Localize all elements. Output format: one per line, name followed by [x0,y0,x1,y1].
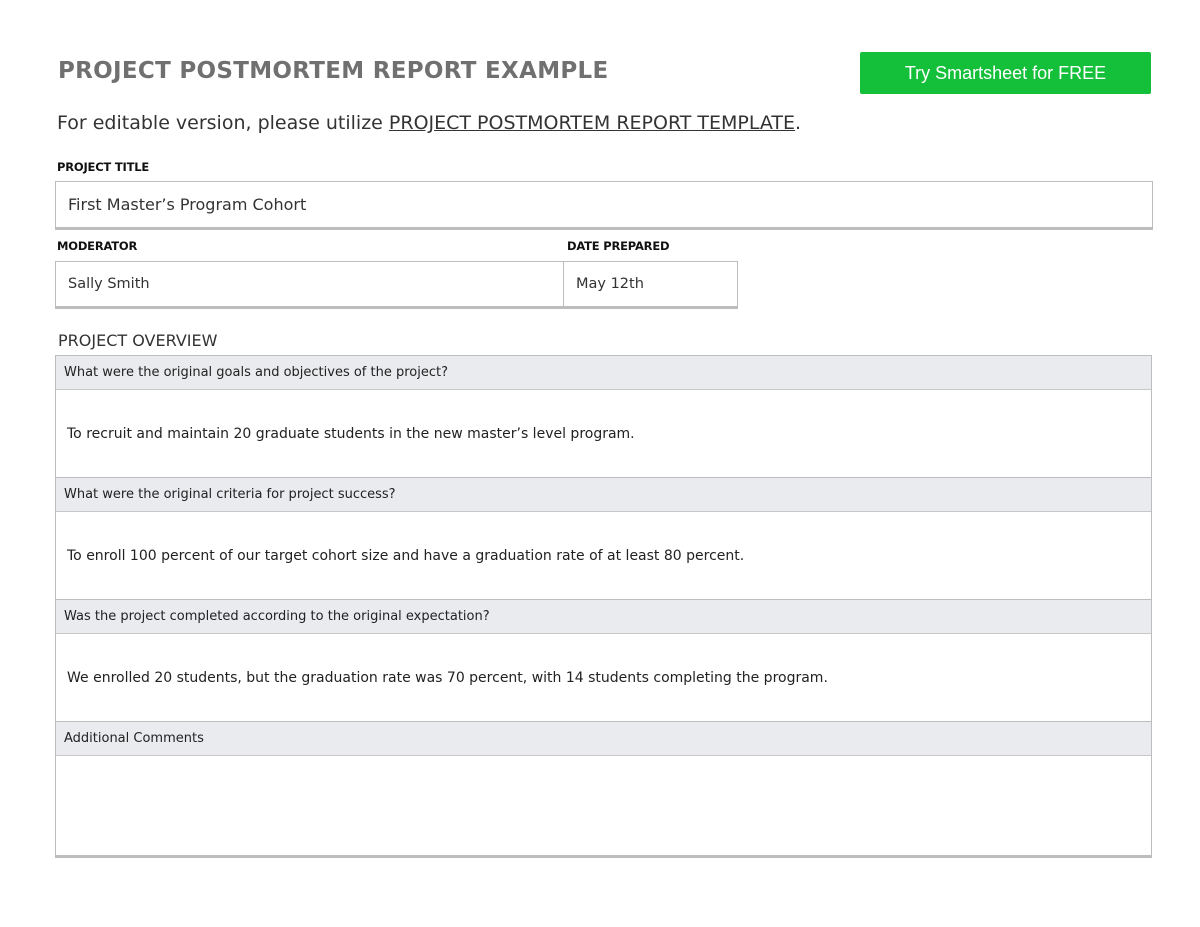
project-overview-table [55,355,1152,858]
overview-answer-criteria[interactable]: To enroll 100 percent of our target cohort size and have a graduation rate of at least 80 percent. [56,512,1151,599]
editable-note-prefix: For editable version, please utilize [57,112,389,134]
overview-question-criteria: What were the original criteria for project success? [56,477,1151,512]
overview-question-goals: What were the original goals and objectives of the project? [56,355,1151,390]
try-smartsheet-button[interactable]: Try Smartsheet for FREE [860,52,1151,94]
moderator-label: MODERATOR [57,239,138,253]
overview-answer-expectation[interactable]: We enrolled 20 students, but the graduation rate was 70 percent, with 14 students completing the program. [56,634,1151,721]
editable-note-suffix: . [795,112,802,134]
moderator-field[interactable]: Sally Smith [55,261,564,309]
overview-question-comments: Additional Comments [56,721,1151,756]
template-link[interactable]: PROJECT POSTMORTEM REPORT TEMPLATE [388,112,796,134]
overview-question-expectation: Was the project completed according to the original expectation? [56,599,1151,634]
editable-version-note [57,112,801,134]
overview-answer-comments[interactable] [56,756,1151,855]
overview-answer-goals[interactable]: To recruit and maintain 20 graduate students in the new master’s level program. [56,390,1151,477]
project-title-field[interactable]: First Master’s Program Cohort [55,181,1153,230]
date-prepared-field[interactable]: May 12th [563,261,738,309]
project-title-label: PROJECT TITLE [57,160,150,174]
page-title: PROJECT POSTMORTEM REPORT EXAMPLE [58,58,609,84]
date-prepared-label: DATE PREPARED [567,239,670,253]
project-overview-heading: PROJECT OVERVIEW [58,331,218,350]
